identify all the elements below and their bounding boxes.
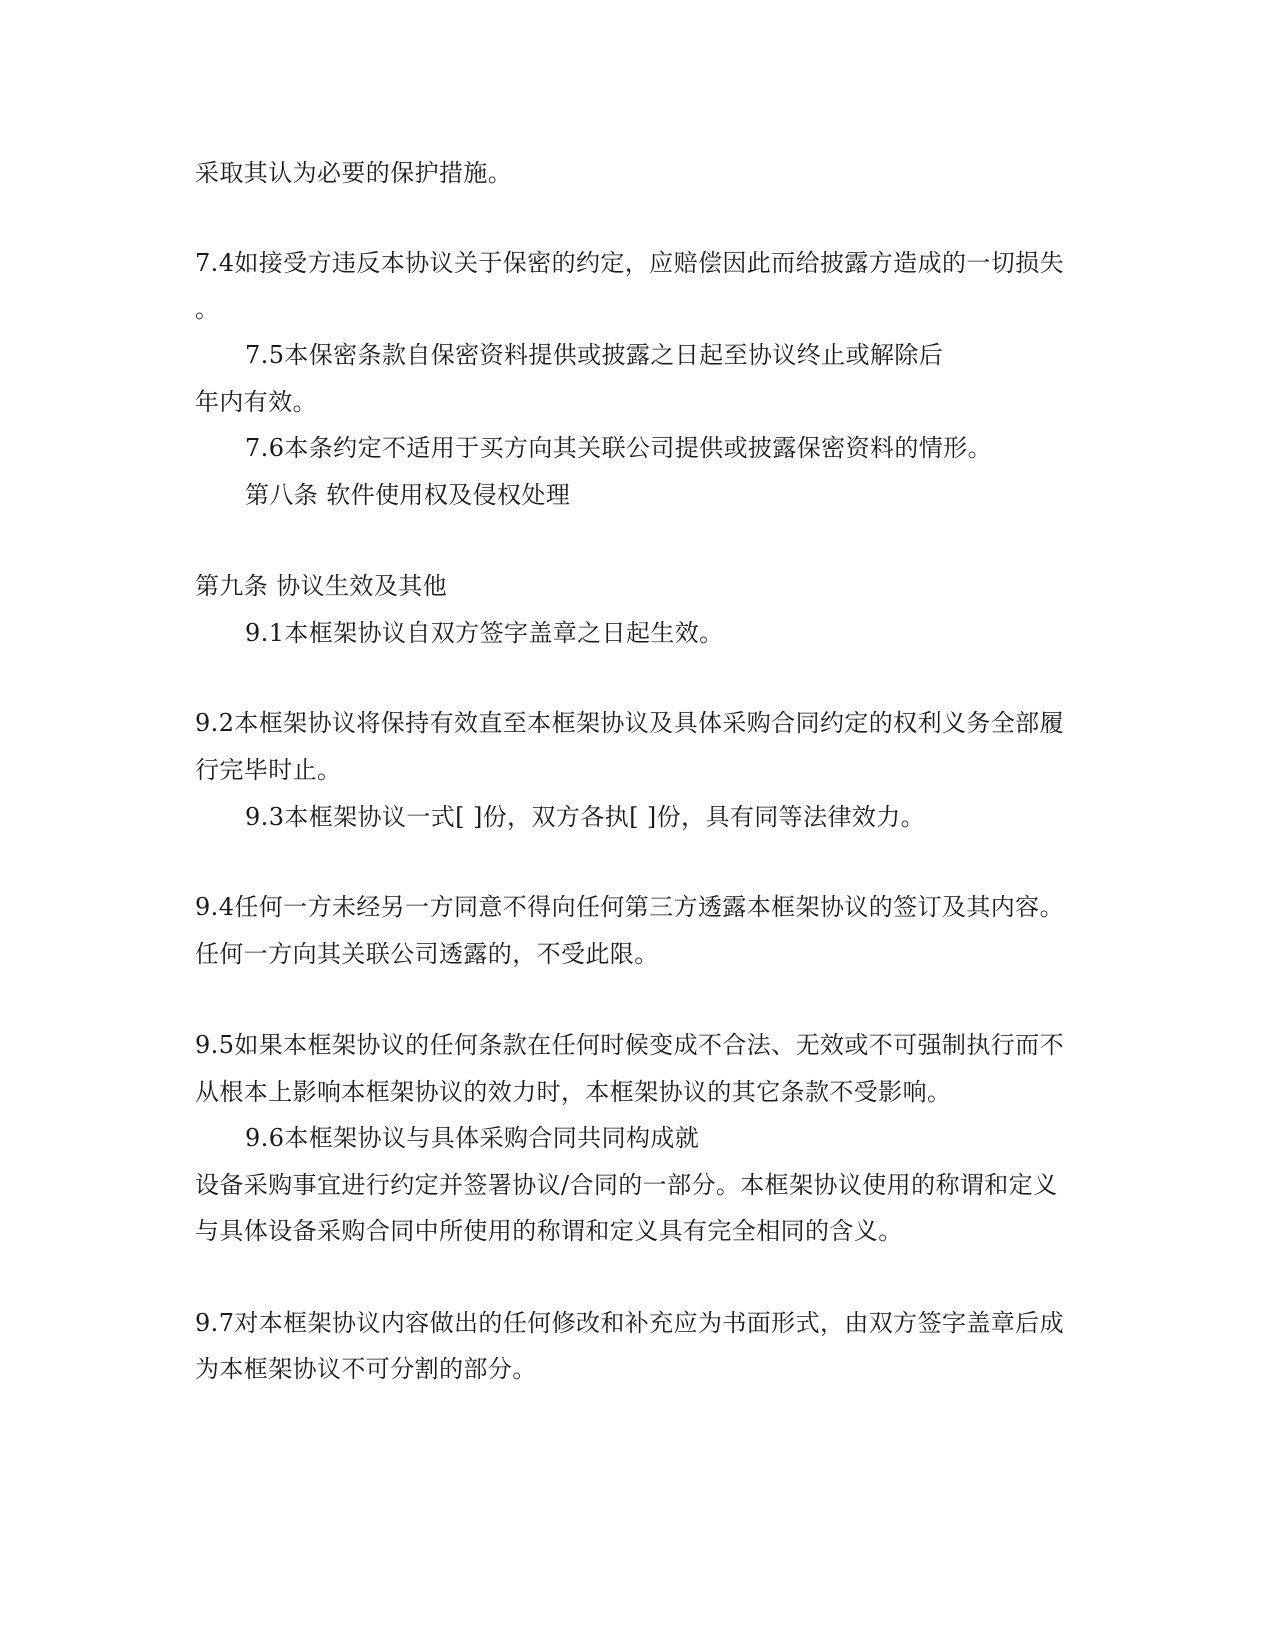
- text-line: 9.3本框架协议一式[ ]份，双方各执[ ]份，具有同等法律效力。: [245, 803, 926, 831]
- text-line: 9.5如果本框架协议的任何条款在任何时候变成不合法、无效或不可强制执行而不: [195, 1031, 1064, 1059]
- text-line: 任何一方向其关联公司透露的，不受此限。: [195, 940, 659, 968]
- text-line: 7.6本条约定不适用于买方向其关联公司提供或披露保密资料的情形。: [245, 434, 992, 462]
- text-line: 为本框架协议不可分割的部分。: [195, 1355, 537, 1383]
- text-line: 设备采购事宜进行约定并签署协议/合同的一部分。本框架协议使用的称谓和定义: [195, 1171, 1058, 1199]
- text-line: 9.6本框架协议与具体采购合同共同构成就: [245, 1124, 700, 1152]
- section-heading: 第八条 软件使用权及侵权处理: [245, 481, 571, 509]
- text-line: 9.4任何一方未经另一方同意不得向任何第三方透露本框架协议的签订及其内容。: [195, 893, 1064, 921]
- text-line: 9.1本框架协议自双方签字盖章之日起生效。: [245, 619, 724, 647]
- text-line: 从根本上影响本框架协议的效力时，本框架协议的其它条款不受影响。: [195, 1078, 952, 1106]
- text-line: 7.5本保密条款自保密资料提供或披露之日起至协议终止或解除后: [245, 341, 944, 369]
- text-line: 9.7对本框架协议内容做出的任何修改和补充应为书面形式，由双方签字盖章后成: [195, 1309, 1064, 1337]
- text-line: 年内有效。: [195, 388, 317, 416]
- text-line: 。: [195, 295, 220, 323]
- text-line: 采取其认为必要的保护措施。: [195, 159, 513, 187]
- text-line: 与具体设备采购合同中所使用的称谓和定义具有完全相同的含义。: [195, 1217, 903, 1245]
- section-heading: 第九条 协议生效及其他: [195, 572, 448, 600]
- text-line: 9.2本框架协议将保持有效直至本框架协议及具体采购合同约定的权利义务全部履: [195, 709, 1064, 737]
- text-line: 7.4如接受方违反本协议关于保密的约定，应赔偿因此而给披露方造成的一切损失: [195, 249, 1064, 277]
- text-line: 行完毕时止。: [195, 756, 342, 784]
